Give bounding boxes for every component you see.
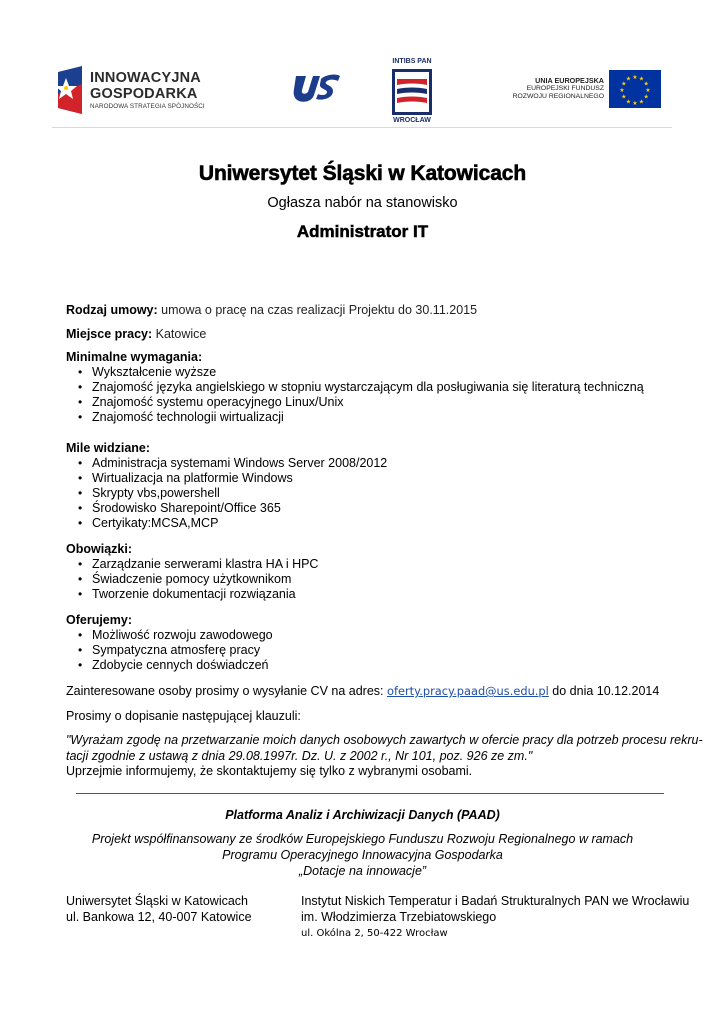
contact-notice: Uprzejmie informujemy, że skontaktujemy się tylko z wybranymi osobami.: [66, 764, 473, 778]
svg-text:★: ★: [643, 80, 649, 88]
eu-logo-line3: ROZWOJU REGIONALNEGO: [512, 93, 604, 101]
offer-heading: Oferujemy:: [66, 613, 132, 627]
list-item: • Zarządzanie serwerami klastra HA i HPC: [66, 557, 318, 572]
footer-divider: [76, 793, 664, 794]
offer-list: [66, 628, 273, 673]
clause-intro: Prosimy o dopisanie następującej klauzuli:: [66, 709, 301, 723]
list-item: • Świadczenie pomocy użytkownikom: [66, 572, 318, 587]
list-item: • Znajomość systemu operacyjnego Linux/Unix: [66, 395, 644, 410]
contract-type-value: umowa o pracę na czas realizacji Projektu do 30.11.2015: [157, 303, 478, 317]
application-email-link[interactable]: oferty.pracy.paad@us.edu.pl: [386, 684, 549, 698]
list-item: • Wykształcenie wyższe: [66, 365, 644, 380]
cv-instructions: [66, 684, 659, 698]
requirements-heading: Minimalne wymagania:: [66, 350, 203, 364]
list-item: • Skrypty vbs,powershell: [66, 486, 387, 501]
intibs-pan-logo: [388, 58, 436, 126]
header-divider: [52, 127, 672, 128]
position-title: Administrator IT: [296, 222, 429, 241]
ig-logo-line1: INNOWACYJNA: [90, 70, 201, 86]
duties-heading: Obowiązki:: [66, 542, 132, 556]
nice-to-have-heading: Mile widziane:: [66, 441, 151, 455]
svg-text:★: ★: [632, 74, 638, 81]
platform-name: Platforma Analiz i Archiwizacji Danych (PAAD): [225, 808, 500, 822]
work-place-label: Miejsce pracy:: [66, 327, 153, 341]
eu-logo-line1: UNIA EUROPEJSKA: [535, 76, 604, 85]
innowacyjna-gospodarka-logo: [52, 64, 212, 116]
address-right-line3: ul. Okólna 2, 50-422 Wrocław: [301, 928, 448, 939]
university-title: Uniwersytet Śląski w Katowicach: [198, 162, 527, 185]
work-place-line: [66, 327, 206, 341]
list-item: • Znajomość technologii wirtualizacji: [66, 410, 644, 425]
svg-text:★: ★: [632, 100, 638, 107]
intibs-emblem-icon: [388, 67, 436, 117]
us-university-logo: [293, 70, 341, 104]
ig-emblem-icon: [52, 64, 88, 116]
svg-text:★: ★: [621, 80, 627, 88]
svg-text:★: ★: [625, 75, 632, 83]
consent-clause-line1: "Wyrażam zgodę na przetwarzanie moich danych osobowych zawartych w ofercie pracy dla potrzeb procesu rekru-: [66, 733, 703, 747]
address-right-line1: Instytut Niskich Temperatur i Badań Strukturalnych PAN we Wrocławiu: [301, 894, 690, 908]
application-deadline: do dnia 10.12.2014: [548, 684, 660, 698]
project-funding-line2: Programu Operacyjnego Innowacyjna Gospodarka: [222, 848, 503, 862]
ig-logo-line2: GOSPODARKA: [90, 85, 198, 102]
intibs-logo-top-text: INTIBS PAN: [392, 58, 432, 65]
nice-to-have-list: [66, 456, 387, 531]
contract-type-label: Rodzaj umowy:: [66, 303, 158, 317]
list-item: • Znajomość języka angielskiego w stopniu wystarczającym dla posługiwania się literaturą techniczną: [66, 380, 644, 395]
svg-text:★: ★: [625, 98, 632, 106]
eu-flag-icon: [609, 70, 661, 108]
eu-flag-logo: [609, 70, 661, 108]
duties-list: [66, 557, 318, 602]
list-item: • Wirtualizacja na platformie Windows: [66, 471, 387, 486]
svg-text:★: ★: [638, 75, 645, 83]
svg-text:★: ★: [619, 87, 625, 94]
list-item: • Środowisko Sharepoint/Office 365: [66, 501, 387, 516]
cv-instructions-text: Zainteresowane osoby prosimy o wysyłanie CV na adres:: [66, 684, 387, 698]
address-left-line2: ul. Bankowa 12, 40-007 Katowice: [66, 910, 252, 924]
consent-clause-line2: tacji zgodnie z ustawą z dnia 29.08.1997r. Dz. U. z 2002 r., Nr 101, poz. 926 ze zm.": [66, 749, 533, 763]
list-item: • Możliwość rozwoju zawodowego: [66, 628, 273, 643]
work-place-value: Katowice: [152, 327, 207, 341]
intibs-logo-bottom-text: WROCŁAW: [393, 117, 431, 124]
project-funding-line1: Projekt współfinansowany ze środków Europejskiego Funduszu Rozwoju Regionalnego w ramach: [91, 832, 634, 846]
contract-type-line: [66, 303, 477, 317]
announcement-subtitle: Ogłasza nabór na stanowisko: [267, 195, 458, 211]
address-left-line1: Uniwersytet Śląski w Katowicach: [66, 894, 249, 908]
list-item: • Sympatyczna atmosferę pracy: [66, 643, 273, 658]
list-item: • Administracja systemami Windows Server 2008/2012: [66, 456, 387, 471]
svg-text:★: ★: [621, 93, 627, 101]
project-funding-line3: „Dotacje na innowacje”: [298, 864, 427, 878]
svg-text:★: ★: [638, 98, 645, 106]
list-item: • Zdobycie cennych doświadczeń: [66, 658, 273, 673]
requirements-list: [66, 365, 644, 425]
us-logo-icon: [293, 70, 341, 104]
svg-text:★: ★: [645, 87, 651, 94]
eu-logo-text: [500, 77, 604, 101]
svg-text:★: ★: [643, 93, 649, 101]
list-item: • Certyikaty:MCSA,MCP: [66, 516, 387, 531]
address-right-line2: im. Włodzimierza Trzebiatowskiego: [301, 910, 497, 924]
ig-logo-line3: NARODOWA STRATEGIA SPÓJNOŚCI: [90, 103, 205, 110]
list-item: • Tworzenie dokumentacji rozwiązania: [66, 587, 318, 602]
eu-logo-line2: EUROPEJSKI FUNDUSZ: [526, 85, 604, 93]
